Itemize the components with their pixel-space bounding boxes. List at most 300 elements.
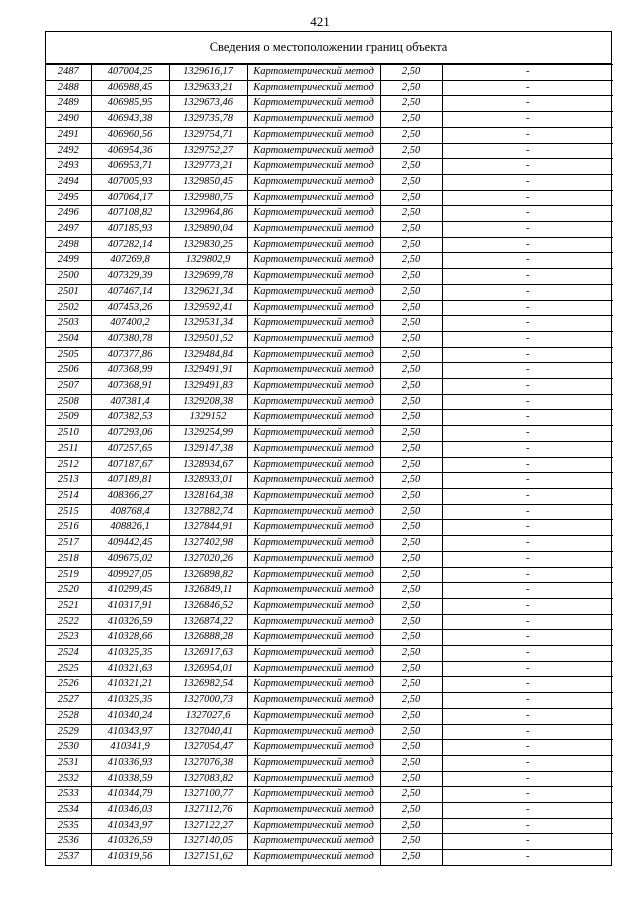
method-cell: Картометрический метод <box>247 457 380 473</box>
table-row <box>46 803 613 819</box>
description-cell: - <box>442 755 613 771</box>
y-coordinate-cell: 1326874,22 <box>169 614 247 630</box>
method-cell: Картометрический метод <box>247 646 380 662</box>
y-coordinate-cell: 1329980,75 <box>169 190 247 206</box>
accuracy-cell: 2,50 <box>380 112 442 128</box>
table-row <box>46 300 613 316</box>
x-coordinate-cell: 408366,27 <box>91 488 169 504</box>
description-cell: - <box>442 174 613 190</box>
x-coordinate-cell: 407187,67 <box>91 457 169 473</box>
method-cell: Картометрический метод <box>247 347 380 363</box>
accuracy-cell: 2,50 <box>380 787 442 803</box>
point-number-cell: 2512 <box>46 457 91 473</box>
method-cell: Картометрический метод <box>247 598 380 614</box>
x-coordinate-cell: 407282,14 <box>91 237 169 253</box>
y-coordinate-cell: 1329501,52 <box>169 331 247 347</box>
x-coordinate-cell: 407377,86 <box>91 347 169 363</box>
description-cell: - <box>442 222 613 238</box>
y-coordinate-cell: 1327040,41 <box>169 724 247 740</box>
description-cell: - <box>442 488 613 504</box>
accuracy-cell: 2,50 <box>380 740 442 756</box>
description-cell: - <box>442 457 613 473</box>
description-cell: - <box>442 426 613 442</box>
table-row <box>46 112 613 128</box>
point-number-cell: 2497 <box>46 222 91 238</box>
y-coordinate-cell: 1329147,38 <box>169 441 247 457</box>
table-row <box>46 143 613 159</box>
x-coordinate-cell: 410340,24 <box>91 708 169 724</box>
y-coordinate-cell: 1329491,91 <box>169 363 247 379</box>
y-coordinate-cell: 1328934,67 <box>169 457 247 473</box>
point-number-cell: 2506 <box>46 363 91 379</box>
description-cell: - <box>442 740 613 756</box>
method-cell: Картометрический метод <box>247 740 380 756</box>
accuracy-cell: 2,50 <box>380 96 442 112</box>
point-number-cell: 2518 <box>46 551 91 567</box>
x-coordinate-cell: 407257,65 <box>91 441 169 457</box>
method-cell: Картометрический метод <box>247 661 380 677</box>
point-number-cell: 2520 <box>46 583 91 599</box>
method-cell: Картометрический метод <box>247 80 380 96</box>
point-number-cell: 2530 <box>46 740 91 756</box>
accuracy-cell: 2,50 <box>380 520 442 536</box>
table-row <box>46 159 613 175</box>
description-cell: - <box>442 646 613 662</box>
table-row <box>46 504 613 520</box>
table-header-title: Сведения о местоположении границ объекта <box>46 32 611 64</box>
x-coordinate-cell: 407189,81 <box>91 473 169 489</box>
point-number-cell: 2524 <box>46 646 91 662</box>
method-cell: Картометрический метод <box>247 677 380 693</box>
description-cell: - <box>442 441 613 457</box>
x-coordinate-cell: 406943,38 <box>91 112 169 128</box>
table-row <box>46 693 613 709</box>
x-coordinate-cell: 410317,91 <box>91 598 169 614</box>
point-number-cell: 2504 <box>46 331 91 347</box>
method-cell: Картометрический метод <box>247 206 380 222</box>
method-cell: Картометрический метод <box>247 567 380 583</box>
table-row <box>46 222 613 238</box>
y-coordinate-cell: 1327083,82 <box>169 771 247 787</box>
point-number-cell: 2492 <box>46 143 91 159</box>
accuracy-cell: 2,50 <box>380 803 442 819</box>
x-coordinate-cell: 410326,59 <box>91 834 169 850</box>
accuracy-cell: 2,50 <box>380 347 442 363</box>
table-row <box>46 724 613 740</box>
point-number-cell: 2529 <box>46 724 91 740</box>
point-number-cell: 2496 <box>46 206 91 222</box>
x-coordinate-cell: 406960,56 <box>91 127 169 143</box>
description-cell: - <box>442 112 613 128</box>
accuracy-cell: 2,50 <box>380 536 442 552</box>
y-coordinate-cell: 1328933,01 <box>169 473 247 489</box>
table-row <box>46 363 613 379</box>
table-row <box>46 284 613 300</box>
table-row <box>46 520 613 536</box>
boundary-table-frame <box>45 31 612 866</box>
method-cell: Картометрический метод <box>247 834 380 850</box>
description-cell: - <box>442 143 613 159</box>
accuracy-cell: 2,50 <box>380 504 442 520</box>
table-row <box>46 661 613 677</box>
accuracy-cell: 2,50 <box>380 300 442 316</box>
y-coordinate-cell: 1327882,74 <box>169 504 247 520</box>
method-cell: Картометрический метод <box>247 363 380 379</box>
y-coordinate-cell: 1327112,76 <box>169 803 247 819</box>
y-coordinate-cell: 1327140,05 <box>169 834 247 850</box>
method-cell: Картометрический метод <box>247 190 380 206</box>
x-coordinate-cell: 410325,35 <box>91 646 169 662</box>
point-number-cell: 2519 <box>46 567 91 583</box>
description-cell: - <box>442 583 613 599</box>
x-coordinate-cell: 410341,9 <box>91 740 169 756</box>
accuracy-cell: 2,50 <box>380 80 442 96</box>
method-cell: Картометрический метод <box>247 410 380 426</box>
point-number-cell: 2528 <box>46 708 91 724</box>
point-number-cell: 2489 <box>46 96 91 112</box>
point-number-cell: 2487 <box>46 65 91 81</box>
x-coordinate-cell: 406985,95 <box>91 96 169 112</box>
description-cell: - <box>442 473 613 489</box>
table-body <box>46 65 613 865</box>
accuracy-cell: 2,50 <box>380 222 442 238</box>
table-row <box>46 583 613 599</box>
description-cell: - <box>442 269 613 285</box>
boundary-points-table <box>46 64 613 865</box>
x-coordinate-cell: 407368,99 <box>91 363 169 379</box>
method-cell: Картометрический метод <box>247 630 380 646</box>
table-row <box>46 834 613 850</box>
x-coordinate-cell: 408768,4 <box>91 504 169 520</box>
accuracy-cell: 2,50 <box>380 331 442 347</box>
y-coordinate-cell: 1326888,28 <box>169 630 247 646</box>
method-cell: Картометрический метод <box>247 159 380 175</box>
y-coordinate-cell: 1329850,45 <box>169 174 247 190</box>
accuracy-cell: 2,50 <box>380 174 442 190</box>
table-row <box>46 96 613 112</box>
y-coordinate-cell: 1329890,04 <box>169 222 247 238</box>
table-row <box>46 567 613 583</box>
accuracy-cell: 2,50 <box>380 630 442 646</box>
accuracy-cell: 2,50 <box>380 316 442 332</box>
table-row <box>46 457 613 473</box>
table-row <box>46 269 613 285</box>
accuracy-cell: 2,50 <box>380 598 442 614</box>
accuracy-cell: 2,50 <box>380 410 442 426</box>
accuracy-cell: 2,50 <box>380 394 442 410</box>
point-number-cell: 2498 <box>46 237 91 253</box>
x-coordinate-cell: 410321,63 <box>91 661 169 677</box>
method-cell: Картометрический метод <box>247 551 380 567</box>
method-cell: Картометрический метод <box>247 787 380 803</box>
table-row <box>46 394 613 410</box>
table-row <box>46 646 613 662</box>
description-cell: - <box>442 661 613 677</box>
y-coordinate-cell: 1327151,62 <box>169 850 247 865</box>
y-coordinate-cell: 1329633,21 <box>169 80 247 96</box>
x-coordinate-cell: 407400,2 <box>91 316 169 332</box>
point-number-cell: 2490 <box>46 112 91 128</box>
point-number-cell: 2521 <box>46 598 91 614</box>
y-coordinate-cell: 1326846,52 <box>169 598 247 614</box>
table-row <box>46 206 613 222</box>
table-row <box>46 818 613 834</box>
y-coordinate-cell: 1327402,98 <box>169 536 247 552</box>
x-coordinate-cell: 406954,36 <box>91 143 169 159</box>
accuracy-cell: 2,50 <box>380 284 442 300</box>
method-cell: Картометрический метод <box>247 755 380 771</box>
x-coordinate-cell: 410346,03 <box>91 803 169 819</box>
description-cell: - <box>442 190 613 206</box>
description-cell: - <box>442 331 613 347</box>
table-row <box>46 536 613 552</box>
x-coordinate-cell: 410328,66 <box>91 630 169 646</box>
point-number-cell: 2532 <box>46 771 91 787</box>
description-cell: - <box>442 818 613 834</box>
method-cell: Картометрический метод <box>247 504 380 520</box>
method-cell: Картометрический метод <box>247 96 380 112</box>
accuracy-cell: 2,50 <box>380 65 442 81</box>
y-coordinate-cell: 1328164,38 <box>169 488 247 504</box>
method-cell: Картометрический метод <box>247 222 380 238</box>
y-coordinate-cell: 1326954,01 <box>169 661 247 677</box>
method-cell: Картометрический метод <box>247 143 380 159</box>
description-cell: - <box>442 504 613 520</box>
description-cell: - <box>442 614 613 630</box>
y-coordinate-cell: 1329254,99 <box>169 426 247 442</box>
y-coordinate-cell: 1327122,27 <box>169 818 247 834</box>
description-cell: - <box>442 803 613 819</box>
method-cell: Картометрический метод <box>247 803 380 819</box>
method-cell: Картометрический метод <box>247 693 380 709</box>
x-coordinate-cell: 406988,45 <box>91 80 169 96</box>
y-coordinate-cell: 1329802,9 <box>169 253 247 269</box>
accuracy-cell: 2,50 <box>380 253 442 269</box>
table-row <box>46 316 613 332</box>
method-cell: Картометрический метод <box>247 520 380 536</box>
y-coordinate-cell: 1329752,27 <box>169 143 247 159</box>
y-coordinate-cell: 1326982,54 <box>169 677 247 693</box>
table-row <box>46 379 613 395</box>
description-cell: - <box>442 771 613 787</box>
accuracy-cell: 2,50 <box>380 441 442 457</box>
accuracy-cell: 2,50 <box>380 488 442 504</box>
description-cell: - <box>442 379 613 395</box>
method-cell: Картометрический метод <box>247 426 380 442</box>
x-coordinate-cell: 410343,97 <box>91 724 169 740</box>
y-coordinate-cell: 1329616,17 <box>169 65 247 81</box>
method-cell: Картометрический метод <box>247 771 380 787</box>
accuracy-cell: 2,50 <box>380 677 442 693</box>
accuracy-cell: 2,50 <box>380 708 442 724</box>
y-coordinate-cell: 1327020,26 <box>169 551 247 567</box>
point-number-cell: 2499 <box>46 253 91 269</box>
accuracy-cell: 2,50 <box>380 850 442 865</box>
point-number-cell: 2511 <box>46 441 91 457</box>
accuracy-cell: 2,50 <box>380 693 442 709</box>
point-number-cell: 2517 <box>46 536 91 552</box>
accuracy-cell: 2,50 <box>380 379 442 395</box>
accuracy-cell: 2,50 <box>380 206 442 222</box>
x-coordinate-cell: 410343,97 <box>91 818 169 834</box>
y-coordinate-cell: 1329830,25 <box>169 237 247 253</box>
method-cell: Картометрический метод <box>247 708 380 724</box>
x-coordinate-cell: 407064,17 <box>91 190 169 206</box>
description-cell: - <box>442 80 613 96</box>
table-row <box>46 127 613 143</box>
method-cell: Картометрический метод <box>247 441 380 457</box>
table-row <box>46 488 613 504</box>
method-cell: Картометрический метод <box>247 473 380 489</box>
x-coordinate-cell: 406953,71 <box>91 159 169 175</box>
point-number-cell: 2488 <box>46 80 91 96</box>
description-cell: - <box>442 536 613 552</box>
accuracy-cell: 2,50 <box>380 457 442 473</box>
x-coordinate-cell: 407382,53 <box>91 410 169 426</box>
y-coordinate-cell: 1326898,82 <box>169 567 247 583</box>
method-cell: Картометрический метод <box>247 284 380 300</box>
accuracy-cell: 2,50 <box>380 269 442 285</box>
table-row <box>46 850 613 865</box>
description-cell: - <box>442 787 613 803</box>
x-coordinate-cell: 407329,39 <box>91 269 169 285</box>
y-coordinate-cell: 1329699,78 <box>169 269 247 285</box>
point-number-cell: 2525 <box>46 661 91 677</box>
point-number-cell: 2536 <box>46 834 91 850</box>
point-number-cell: 2531 <box>46 755 91 771</box>
x-coordinate-cell: 410326,59 <box>91 614 169 630</box>
x-coordinate-cell: 410299,45 <box>91 583 169 599</box>
method-cell: Картометрический метод <box>247 174 380 190</box>
y-coordinate-cell: 1329964,86 <box>169 206 247 222</box>
table-row <box>46 740 613 756</box>
description-cell: - <box>442 708 613 724</box>
method-cell: Картометрический метод <box>247 237 380 253</box>
description-cell: - <box>442 520 613 536</box>
table-row <box>46 677 613 693</box>
table-row <box>46 65 613 81</box>
table-row <box>46 237 613 253</box>
method-cell: Картометрический метод <box>247 300 380 316</box>
x-coordinate-cell: 407269,8 <box>91 253 169 269</box>
x-coordinate-cell: 410325,35 <box>91 693 169 709</box>
x-coordinate-cell: 407368,91 <box>91 379 169 395</box>
y-coordinate-cell: 1327054,47 <box>169 740 247 756</box>
accuracy-cell: 2,50 <box>380 567 442 583</box>
accuracy-cell: 2,50 <box>380 127 442 143</box>
method-cell: Картометрический метод <box>247 112 380 128</box>
description-cell: - <box>442 834 613 850</box>
description-cell: - <box>442 693 613 709</box>
table-row <box>46 630 613 646</box>
y-coordinate-cell: 1329484,84 <box>169 347 247 363</box>
y-coordinate-cell: 1329531,34 <box>169 316 247 332</box>
y-coordinate-cell: 1329673,46 <box>169 96 247 112</box>
method-cell: Картометрический метод <box>247 583 380 599</box>
point-number-cell: 2510 <box>46 426 91 442</box>
y-coordinate-cell: 1326849,11 <box>169 583 247 599</box>
description-cell: - <box>442 567 613 583</box>
point-number-cell: 2515 <box>46 504 91 520</box>
description-cell: - <box>442 96 613 112</box>
description-cell: - <box>442 551 613 567</box>
x-coordinate-cell: 410336,93 <box>91 755 169 771</box>
x-coordinate-cell: 410319,56 <box>91 850 169 865</box>
point-number-cell: 2502 <box>46 300 91 316</box>
table-row <box>46 787 613 803</box>
accuracy-cell: 2,50 <box>380 583 442 599</box>
y-coordinate-cell: 1329735,78 <box>169 112 247 128</box>
y-coordinate-cell: 1329754,71 <box>169 127 247 143</box>
method-cell: Картометрический метод <box>247 614 380 630</box>
page-number: 421 <box>310 14 330 29</box>
x-coordinate-cell: 407381,4 <box>91 394 169 410</box>
table-row <box>46 598 613 614</box>
method-cell: Картометрический метод <box>247 127 380 143</box>
table-row <box>46 347 613 363</box>
y-coordinate-cell: 1326917,63 <box>169 646 247 662</box>
point-number-cell: 2516 <box>46 520 91 536</box>
y-coordinate-cell: 1329773,21 <box>169 159 247 175</box>
y-coordinate-cell: 1327027,6 <box>169 708 247 724</box>
accuracy-cell: 2,50 <box>380 159 442 175</box>
table-row <box>46 755 613 771</box>
accuracy-cell: 2,50 <box>380 190 442 206</box>
y-coordinate-cell: 1327100,77 <box>169 787 247 803</box>
accuracy-cell: 2,50 <box>380 724 442 740</box>
y-coordinate-cell: 1329152 <box>169 410 247 426</box>
x-coordinate-cell: 407004,25 <box>91 65 169 81</box>
x-coordinate-cell: 407005,93 <box>91 174 169 190</box>
accuracy-cell: 2,50 <box>380 661 442 677</box>
y-coordinate-cell: 1327076,38 <box>169 755 247 771</box>
table-row <box>46 473 613 489</box>
x-coordinate-cell: 409927,05 <box>91 567 169 583</box>
table-row <box>46 174 613 190</box>
point-number-cell: 2513 <box>46 473 91 489</box>
accuracy-cell: 2,50 <box>380 614 442 630</box>
x-coordinate-cell: 410321,21 <box>91 677 169 693</box>
point-number-cell: 2527 <box>46 693 91 709</box>
y-coordinate-cell: 1329208,38 <box>169 394 247 410</box>
point-number-cell: 2537 <box>46 850 91 865</box>
accuracy-cell: 2,50 <box>380 143 442 159</box>
point-number-cell: 2501 <box>46 284 91 300</box>
y-coordinate-cell: 1327000,73 <box>169 693 247 709</box>
x-coordinate-cell: 410338,59 <box>91 771 169 787</box>
description-cell: - <box>442 237 613 253</box>
method-cell: Картометрический метод <box>247 65 380 81</box>
point-number-cell: 2491 <box>46 127 91 143</box>
table-row <box>46 614 613 630</box>
description-cell: - <box>442 347 613 363</box>
accuracy-cell: 2,50 <box>380 818 442 834</box>
table-row <box>46 190 613 206</box>
table-row <box>46 331 613 347</box>
method-cell: Картометрический метод <box>247 253 380 269</box>
x-coordinate-cell: 408826,1 <box>91 520 169 536</box>
method-cell: Картометрический метод <box>247 316 380 332</box>
method-cell: Картометрический метод <box>247 850 380 865</box>
accuracy-cell: 2,50 <box>380 426 442 442</box>
point-number-cell: 2500 <box>46 269 91 285</box>
point-number-cell: 2508 <box>46 394 91 410</box>
point-number-cell: 2534 <box>46 803 91 819</box>
method-cell: Картометрический метод <box>247 724 380 740</box>
table-row <box>46 410 613 426</box>
accuracy-cell: 2,50 <box>380 473 442 489</box>
description-cell: - <box>442 65 613 81</box>
